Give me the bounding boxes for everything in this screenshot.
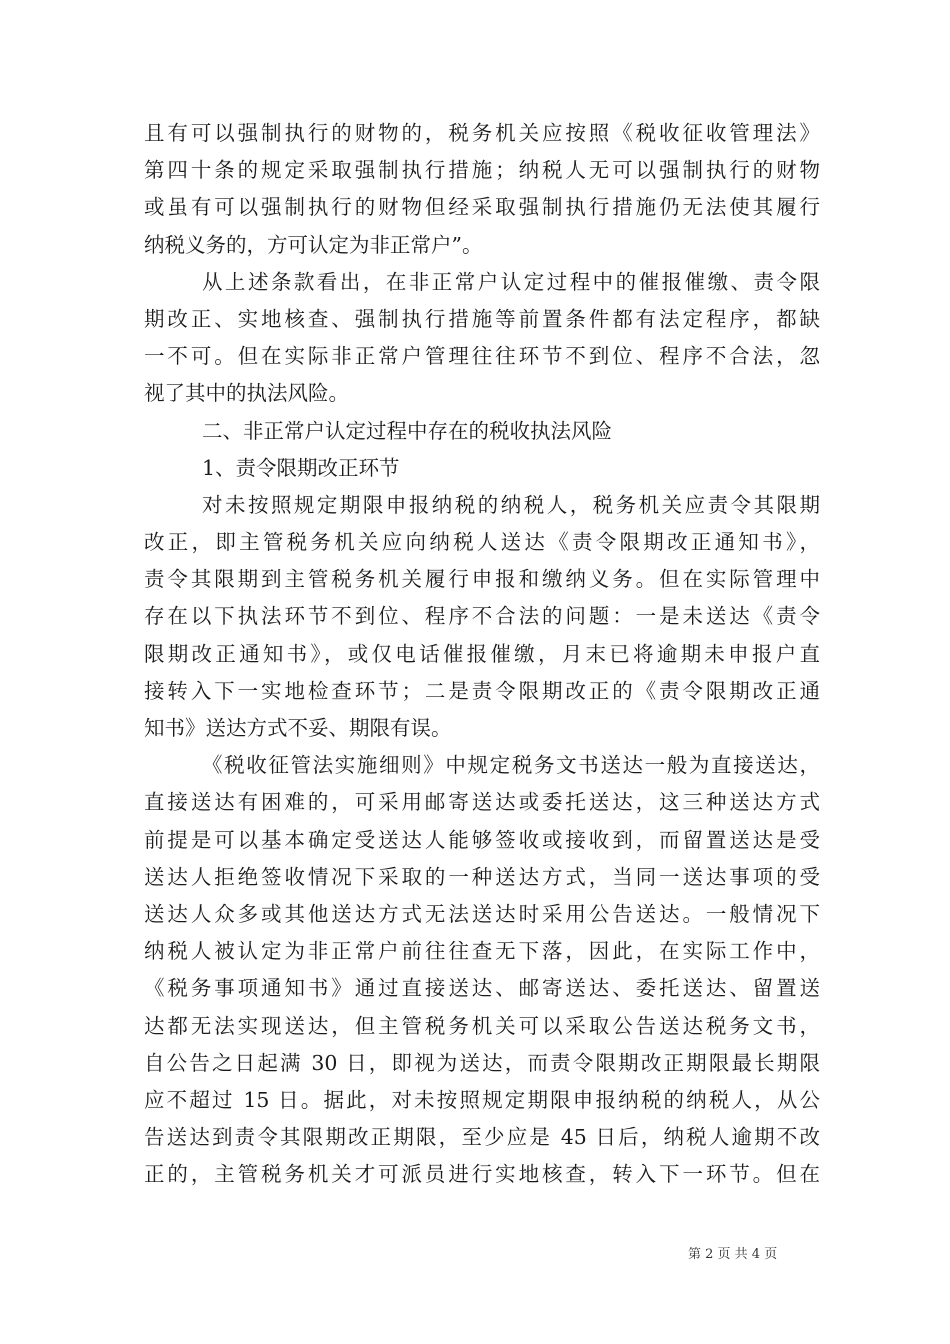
text-line: 期改正、实地核查、强制执行措施等前置条件都有法定程序，都缺	[144, 306, 820, 331]
text-line: 知书》送达方式不妥、期限有误。	[144, 716, 452, 740]
text-line: 1、责令限期改正环节	[202, 455, 400, 480]
text-line: 视了其中的执法风险。	[144, 381, 349, 406]
text-line: 二、非正常户认定过程中存在的税收执法风险	[202, 418, 612, 443]
text-line: 直接送达有困难的，可采用邮寄送达或委托送达，这三种送达方式	[144, 790, 820, 815]
text-line: 自公告之日起满 30 日，即视为送达，而责令限期改正期限最长期限	[144, 1050, 820, 1075]
text-line: 告送达到责令其限期改正期限，至少应是 45 日后，纳税人逾期不改	[144, 1125, 820, 1150]
page-number: 第 2 页 共 4 页	[688, 1247, 778, 1262]
text-line: 改正，即主管税务机关应向纳税人送达《责令限期改正通知书》，	[144, 530, 820, 555]
text-line: 应不超过 15 日。据此，对未按照规定期限申报纳税的纳税人，从公	[144, 1087, 820, 1112]
text-line: 责令其限期到主管税务机关履行申报和缴纳义务。但在实际管理中	[144, 567, 820, 592]
text-line: 正的，主管税务机关才可派员进行实地核查，转入下一环节。但在	[144, 1162, 820, 1187]
document-body	[144, 115, 820, 1193]
text-line: 《税收征管法实施细则》中规定税务文书送达一般为直接送达，	[202, 753, 820, 778]
text-line: 纳税义务的，方可认定为非正常户”。	[144, 232, 483, 257]
text-line: 送达人众多或其他送达方式无法送达时采用公告送达。一般情况下	[144, 901, 820, 926]
text-line: 《税务事项通知书》通过直接送达、邮寄送达、委托送达、留置送	[144, 976, 820, 1001]
text-line: 第四十条的规定采取强制执行措施；纳税人无可以强制执行的财物	[144, 158, 820, 183]
text-line: 从上述条款看出，在非正常户认定过程中的催报催缴、责令限	[202, 269, 820, 294]
text-line: 接转入下一实地检查环节；二是责令限期改正的《责令限期改正通	[144, 678, 820, 703]
text-line: 或虽有可以强制执行的财物但经采取强制执行措施仍无法使其履行	[144, 195, 820, 220]
text-line: 存在以下执法环节不到位、程序不合法的问题：一是未送达《责令	[144, 604, 820, 629]
text-line: 前提是可以基本确定受送达人能够签收或接收到，而留置送达是受	[144, 827, 820, 852]
text-line: 对未按照规定期限申报纳税的纳税人，税务机关应责令其限期	[202, 492, 820, 517]
text-line: 限期改正通知书》，或仅电话催报催缴，月末已将逾期未申报户直	[144, 641, 820, 666]
text-line: 达都无法实现送达，但主管税务机关可以采取公告送达税务文书，	[144, 1013, 820, 1038]
text-line: 送达人拒绝签收情况下采取的一种送达方式，当同一送达事项的受	[144, 864, 820, 889]
text-line: 一不可。但在实际非正常户管理往往环节不到位、程序不合法，忽	[144, 344, 820, 369]
text-line: 且有可以强制执行的财物的，税务机关应按照《税收征收管理法》	[144, 121, 820, 145]
text-line: 纳税人被认定为非正常户前往往查无下落，因此，在实际工作中，	[144, 939, 820, 964]
